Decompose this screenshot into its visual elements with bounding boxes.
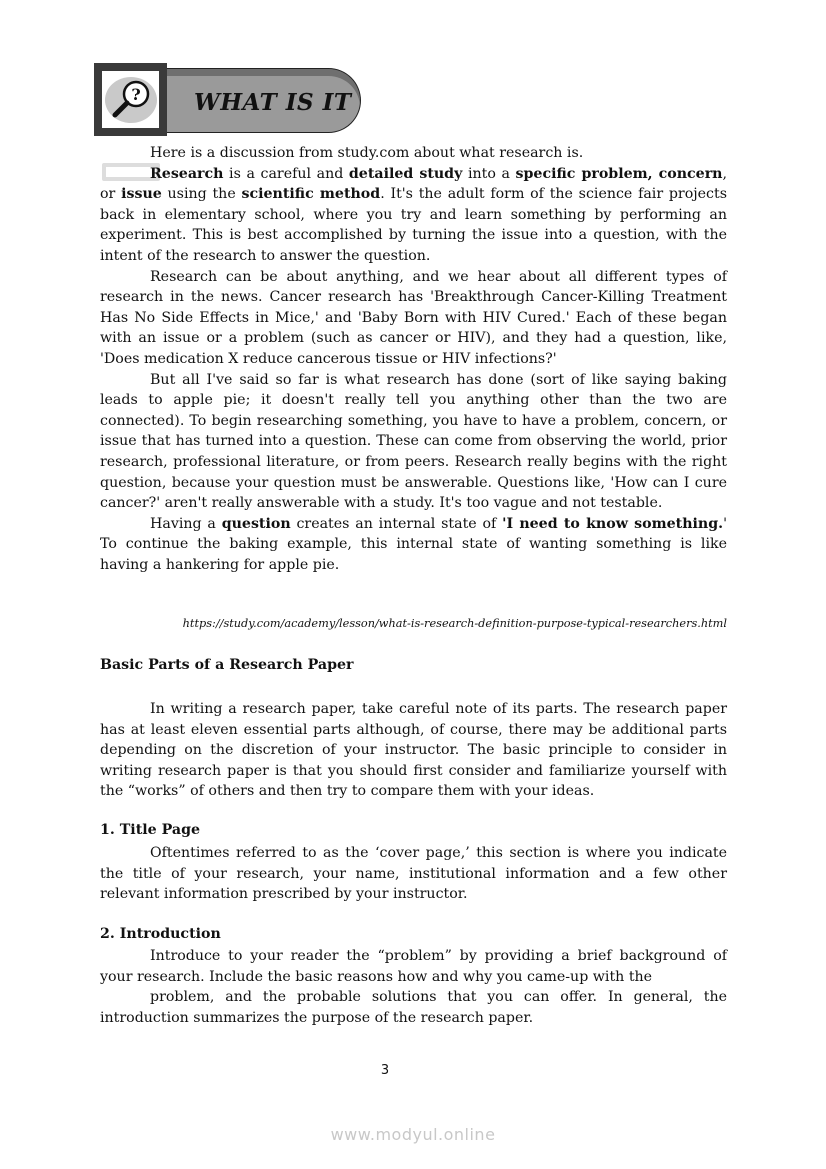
intro-paragraph-2: Research can be about anything, and we hear about all different types of research in the news. Cancer research has 'Breakthrough Cancer-Killing Treatment Has No Side Effects in Mice,' and 'Baby Born with HIV Cured.' Each of these began with an issue or a problem (such as cancer or HIV), and they had a question, like, 'Does medication X reduce cancerous tissue or HIV infections?' bbox=[100, 268, 727, 367]
intro-paragraph-3: But all I've said so far is what research has done (sort of like saying baking leads to apple pie; it doesn't really tell you anything other than the two are connected). To begin researching something, you have to have a problem, concern, or issue that has turned into a question. These can come from observing the world, prior research, professional literature, or from peers. Research really begins with the right question, because your question must be answerable. Questions like, 'How can I cure cancer?' aren't really answerable with a study. It's too vague and not testable. bbox=[100, 371, 727, 512]
introduction-text-b: problem, and the probable solutions that you can offer. In general, the introduction summarizes the purpose of the research paper. bbox=[100, 989, 727, 1026]
banner-icon-box bbox=[94, 63, 167, 136]
basic-parts-paragraph bbox=[100, 699, 727, 802]
section-heading-title-page: 1. Title Page bbox=[100, 822, 201, 838]
introduction-text-a: Introduce to your reader the “problem” by providing a brief background of your research. Include the basic reasons how and why you came-up with the bbox=[100, 948, 727, 985]
bold-term: specific problem, concern bbox=[515, 165, 723, 182]
basic-parts-heading: Basic Parts of a Research Paper bbox=[100, 657, 354, 673]
bold-term: Research bbox=[150, 165, 224, 182]
title-page-text: Oftentimes referred to as the ‘cover page,’ this section is where you indicate the title of your research, your name, institutional information and a few other relevant information prescribed by your instructor. bbox=[100, 845, 727, 903]
banner-pill bbox=[164, 68, 361, 133]
intro-line: Here is a discussion from study.com about what research is. bbox=[150, 145, 584, 161]
text-run: into a bbox=[462, 165, 516, 182]
section-banner bbox=[94, 63, 362, 136]
banner-title: WHAT IS IT bbox=[194, 89, 352, 116]
section-text-title-page bbox=[100, 843, 727, 905]
section-text-introduction bbox=[100, 946, 727, 1028]
intro-paragraph-4 bbox=[100, 514, 727, 576]
text-run: creates an internal state of bbox=[290, 515, 503, 532]
magnifier-question-icon bbox=[94, 63, 167, 136]
bold-term: detailed study bbox=[348, 165, 463, 182]
svg-text:?: ? bbox=[131, 85, 141, 104]
text-run: is a careful and bbox=[223, 165, 349, 182]
text-run: using the bbox=[161, 186, 242, 203]
basic-parts-text: In writing a research paper, take careful note of its parts. The research paper has at least eleven essential parts although, of course, there may be additional parts depending on the discretion of your instructor. The basic principle to consider in writing research paper is that you should first consider and familiarize yourself with the “works” of others and then try to compare them with your ideas. bbox=[100, 701, 727, 800]
section-heading-introduction: 2. Introduction bbox=[100, 926, 221, 942]
bold-term: scientific method bbox=[241, 186, 381, 203]
bold-term: question bbox=[221, 515, 291, 532]
watermark: www.modyul.online bbox=[330, 1125, 496, 1144]
bold-term: issue bbox=[121, 186, 162, 203]
text-run: Having a bbox=[150, 515, 222, 532]
text-run: , or bbox=[100, 165, 728, 203]
text-run: ' To continue the baking example, this internal state of wanting something is like having a hankering for apple pie. bbox=[100, 515, 727, 573]
bold-term: 'I need to know something. bbox=[502, 515, 724, 532]
text-run: . It's the adult form of the science fair projects back in elementary school, where you try and learn something by performing an experiment. This is best accomplished by turning the issue into a question, with the intent of the research to answer the question. bbox=[100, 186, 727, 264]
source-link[interactable]: https://study.com/academy/lesson/what-is-research-definition-purpose-typical-researchers.html bbox=[182, 617, 727, 630]
intro-paragraph-1 bbox=[100, 164, 727, 267]
intro-text bbox=[100, 143, 727, 575]
page-number: 3 bbox=[380, 1063, 390, 1078]
